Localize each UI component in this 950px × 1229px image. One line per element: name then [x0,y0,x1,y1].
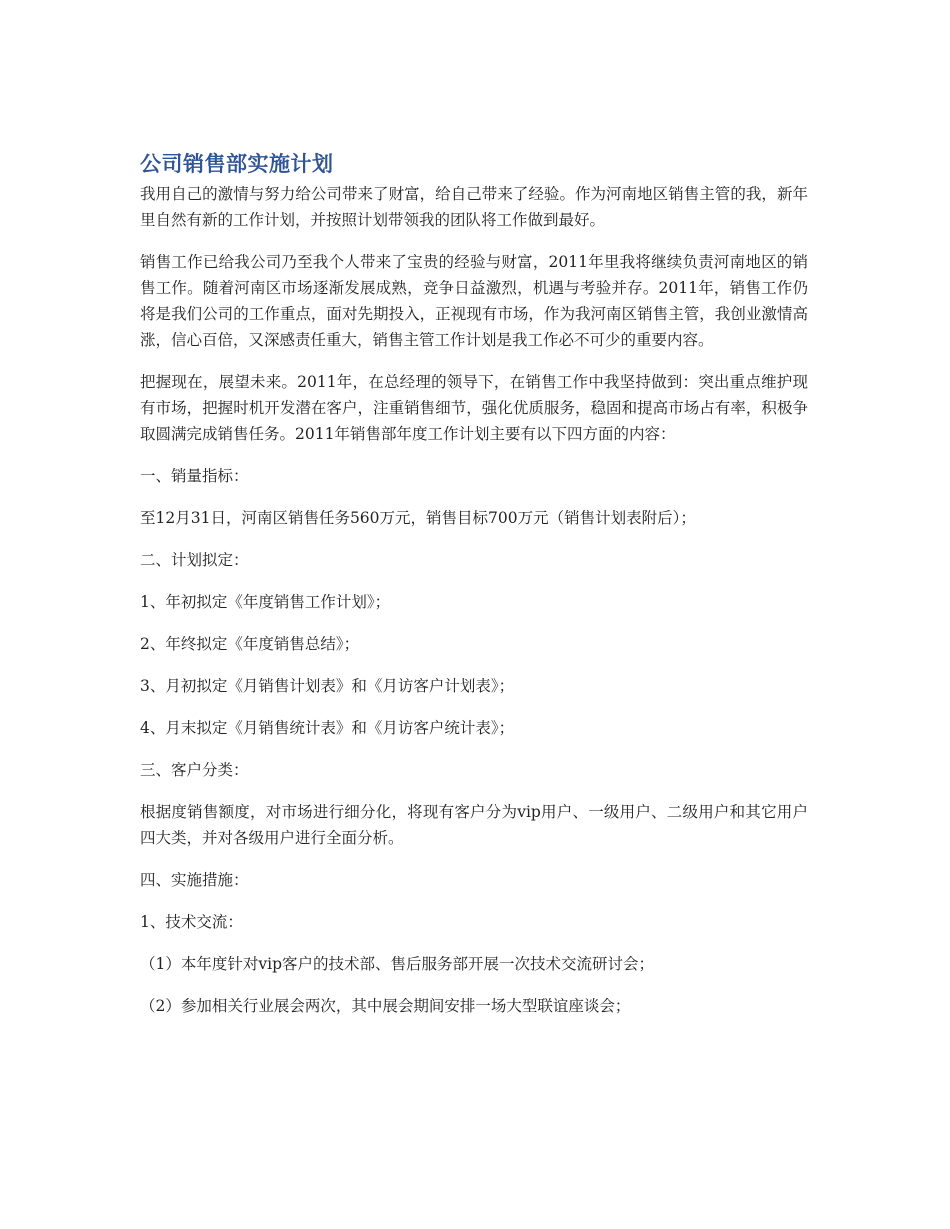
list-item: 2、年终拟定《年度销售总结》； [140,635,360,653]
paragraph-outlook: 把握现在，展望未来。2011年，在总经理的领导下，在销售工作中我坚持做到：突出重点维护现有市场，把握时机开发潜在客户，注重销售细节，强化优质服务，稳固和提高市场占有率，积极争取圆满完成销售任务。2011年销售部年度工作计划主要有以下四方面的内容： [140,373,808,443]
document-title: 公司销售部实施计划 [140,152,334,176]
paragraph-customers: 根据度销售额度，对市场进行细分化，将现有客户分为vip用户、一级用户、二级用户和其它用户四大类，并对各级用户进行全面分析。 [140,803,808,847]
section-heading-sales-target: 一、销量指标： [140,467,249,485]
paragraph-intro: 我用自己的激情与努力给公司带来了财富，给自己带来了经验。作为河南地区销售主管的我，新年里自然有新的工作计划，并按照计划带领我的团队将工作做到最好。 [140,185,808,229]
list-item: （2）参加相关行业展会两次，其中展会期间安排一场大型联谊座谈会； [140,997,631,1015]
section-heading-customers: 三、客户分类： [140,761,249,779]
list-item: 1、年初拟定《年度销售工作计划》； [140,593,391,611]
paragraph-sales-target: 至12月31日，河南区销售任务560万元，销售目标700万元（销售计划表附后）； [140,509,696,527]
paragraph-background: 销售工作已给我公司乃至我个人带来了宝贵的经验与财富，2011年里我将继续负责河南地区的销售工作。随着河南区市场逐渐发展成熟，竞争日益激烈，机遇与考验并存。2011年，销售工作仍将是我们公司的工作重点，面对先期投入，正视现有市场，作为我河南区销售主管，我创业激情高涨，信心百倍，又深感责任重大，销售主管工作计划是我工作必不可少的重要内容。 [140,253,808,349]
section-heading-measures: 四、实施措施： [140,871,249,889]
document-page [140,148,808,1035]
section-heading-plan: 二、计划拟定： [140,551,249,569]
list-item: 3、月初拟定《月销售计划表》和《月访客户计划表》； [140,677,515,695]
subheading-tech-exchange: 1、技术交流： [140,913,243,931]
list-item: （1）本年度针对vip客户的技术部、售后服务部开展一次技术交流研讨会； [140,955,654,973]
list-item: 4、月末拟定《月销售统计表》和《月访客户统计表》； [140,719,515,737]
